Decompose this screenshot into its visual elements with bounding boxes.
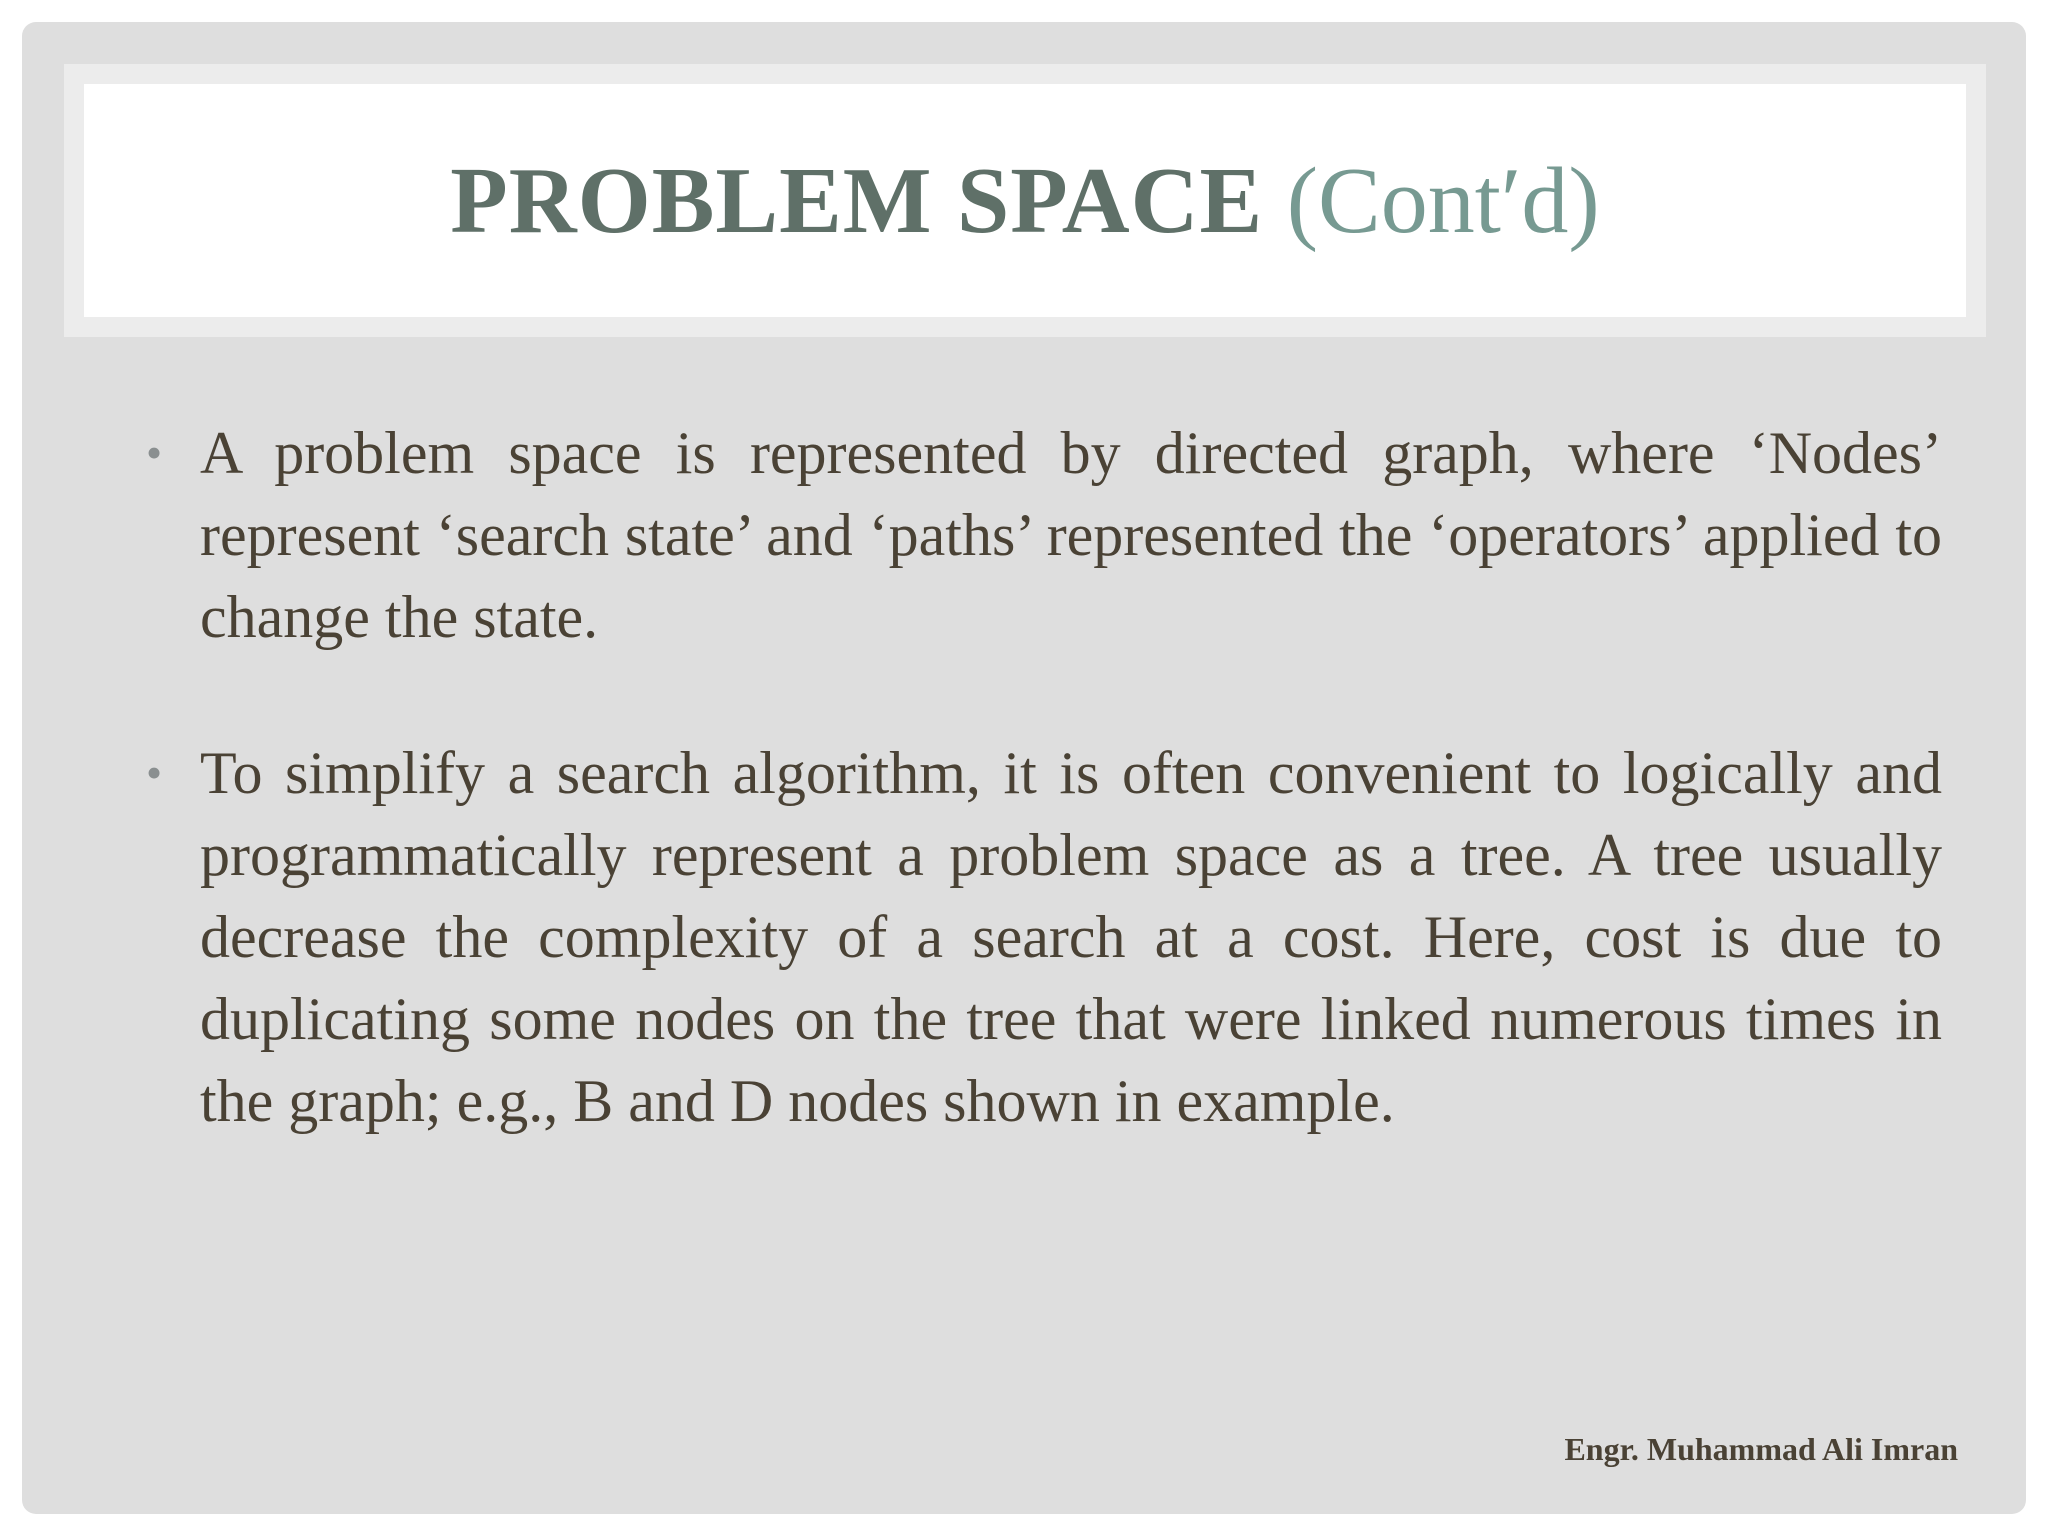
bullet-item [142, 732, 1942, 1142]
bullet-text: To simplify a search algorithm, it is often convenient to logically and programmatically represent a problem space as a tree. A tree usually decrease the complexity of a search at a cost. Here, cost is due to duplicating some nodes on the tree that were linked numerous times in the graph; e.g., B and D nodes shown in example. [200, 740, 1942, 1134]
slide-title [450, 148, 1600, 253]
title-box [84, 84, 1966, 317]
bullet-icon: • [146, 427, 163, 478]
bullet-item [142, 412, 1942, 658]
title-frame [64, 64, 1986, 337]
bullet-list [142, 412, 1942, 1216]
bullet-icon: • [146, 747, 163, 798]
bullet-text: A problem space is represented by directed graph, where ‘Nodes’ represent ‘search state’ and ‘paths’ represented the ‘operators’ applied to change the state. [200, 420, 1942, 650]
author-footer: Engr. Muhammad Ali Imran [1564, 1431, 1958, 1467]
slide [22, 22, 2026, 1514]
title-sub: (Cont′d) [1286, 148, 1600, 253]
title-main: PROBLEM SPACE [450, 148, 1264, 253]
